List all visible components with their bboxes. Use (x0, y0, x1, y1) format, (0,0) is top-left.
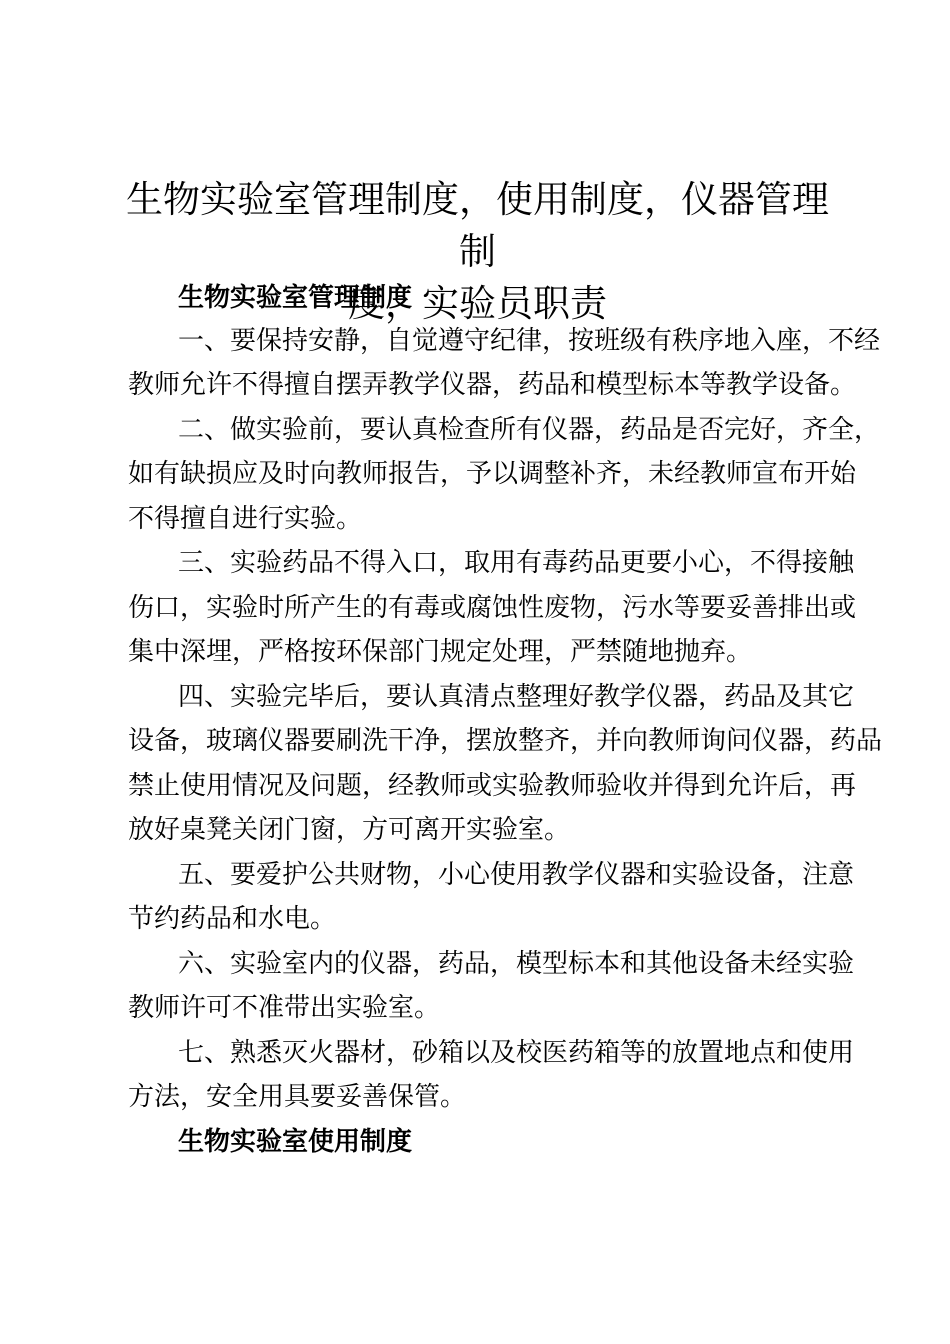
document-title-line-1: 生物实验室管理制度，使用制度，仪器管理制 (126, 178, 829, 273)
paragraph-line: 伤口，实验时所产生的有毒或腐蚀性废物，污水等要妥善排出或 (128, 593, 857, 623)
paragraph-line: 教师允许不得擅自摆弄教学仪器，药品和模型标本等教学设备。 (128, 370, 857, 400)
paragraph-line: 教师许可不准带出实验室。 (128, 993, 441, 1023)
paragraph-line: 一、要保持安静，自觉遵守纪律，按班级有秩序地入座，不经 (178, 326, 881, 356)
section-heading-management: 生物实验室管理制度 (178, 283, 413, 313)
paragraph-line: 禁止使用情况及问题，经教师或实验教师验收并得到允许后，再 (128, 771, 857, 801)
document-title-line-2: 度，实验员职责 (348, 282, 607, 325)
paragraph-line: 集中深埋，严格按环保部门规定处理，严禁随地抛弃。 (128, 637, 753, 667)
paragraph-line: 设备，玻璃仪器要刷洗干净，摆放整齐，并向教师询问仪器，药品 (128, 726, 883, 756)
paragraph-line: 七、熟悉灭火器材，砂箱以及校医药箱等的放置地点和使用 (178, 1038, 855, 1068)
paragraph-line: 三、实验药品不得入口，取用有毒药品更要小心，不得接触 (178, 548, 855, 578)
paragraph-line: 五、要爱护公共财物，小心使用教学仪器和实验设备，注意 (178, 860, 855, 890)
paragraph-line: 四、实验完毕后，要认真清点整理好教学仪器，药品及其它 (178, 682, 855, 712)
paragraph-line: 方法，安全用具要妥善保管。 (128, 1082, 467, 1112)
paragraph-line: 节约药品和水电。 (128, 904, 337, 934)
paragraph-line: 二、做实验前，要认真检查所有仪器，药品是否完好，齐全， (178, 415, 881, 445)
section-heading-usage: 生物实验室使用制度 (178, 1127, 413, 1157)
paragraph-line: 如有缺损应及时向教师报告，予以调整补齐，未经教师宣布开始 (128, 459, 857, 489)
paragraph-line: 六、实验室内的仪器，药品，模型标本和其他设备未经实验 (178, 949, 855, 979)
paragraph-line: 不得擅自进行实验。 (128, 504, 363, 534)
paragraph-line: 放好桌凳关闭门窗，方可离开实验室。 (128, 815, 571, 845)
